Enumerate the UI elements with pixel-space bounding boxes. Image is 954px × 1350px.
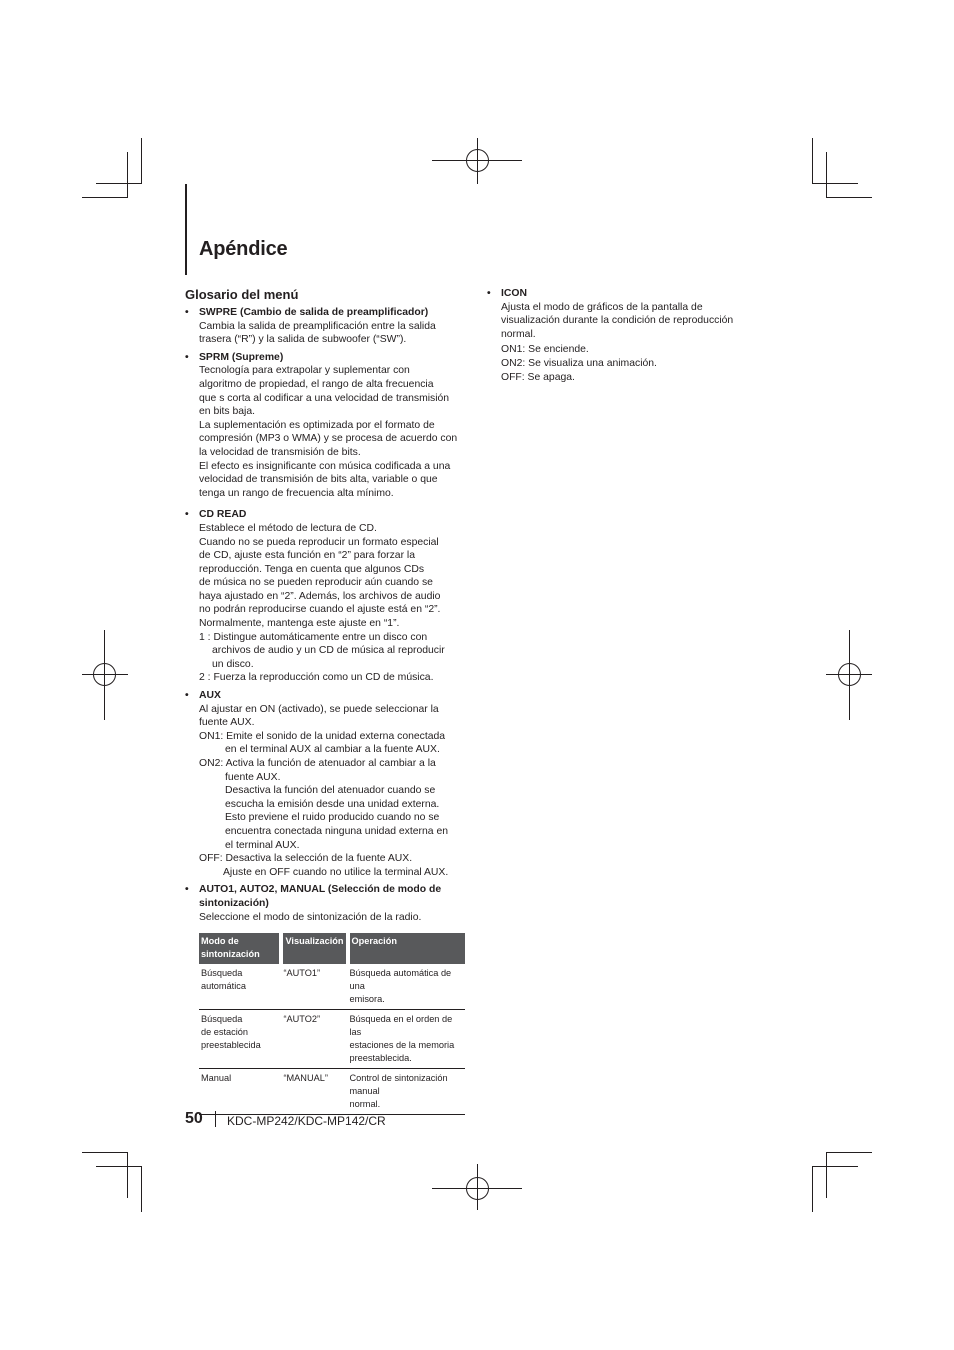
option-text-line: archivos de audio y un CD de música al reproducir bbox=[212, 645, 445, 657]
entry-name: SWPRE (Cambio de salida de preamplificador) bbox=[199, 307, 429, 318]
section-title: Glosario del menú bbox=[185, 287, 299, 302]
glossary-entry-aux bbox=[185, 689, 470, 879]
glossary-entry-swpre bbox=[185, 306, 470, 347]
tuning-mode-table bbox=[199, 933, 465, 1115]
entry-text-line: Cuando no se pueda reproducir un formato especial bbox=[199, 536, 439, 548]
option-text-line: ON2: Se visualiza una animación. bbox=[501, 357, 657, 369]
table-header-row bbox=[199, 933, 465, 964]
entry-text-line: Tecnología para extrapolar y suplementar con bbox=[199, 365, 410, 377]
option-text-line: 1 : Distingue automáticamente entre un disco con bbox=[199, 631, 428, 643]
option-text-line: en el terminal AUX al cambiar a la fuente AUX. bbox=[225, 744, 440, 756]
bullet: • bbox=[185, 307, 189, 318]
entry-name: CD READ bbox=[199, 509, 247, 521]
option-text-line: Ajuste en OFF cuando no utilice la terminal AUX. bbox=[223, 866, 449, 878]
table-cell: Búsqueda de estación preestablecida bbox=[199, 1010, 281, 1069]
entry-text-line: Normalmente, mantenga este ajuste en “1”. bbox=[199, 618, 400, 630]
glossary-column-right bbox=[487, 287, 757, 388]
table-cell: Manual bbox=[199, 1069, 281, 1115]
entry-text-line: de CD, ajuste esta función en “2” para forzar la bbox=[199, 550, 416, 562]
option-text-line: OFF: Se apaga. bbox=[501, 371, 575, 383]
footer-separator bbox=[215, 1111, 216, 1127]
option-text-line: Desactiva la función del atenuador cuando se bbox=[225, 785, 436, 797]
option-text-line: encuentra conectada ninguna unidad externa en bbox=[225, 825, 448, 837]
table-cell: “MANUAL” bbox=[281, 1069, 347, 1115]
entry-name: SPRM (Supreme) bbox=[199, 351, 284, 363]
option-text-line: un disco. bbox=[212, 658, 254, 670]
entry-text-line: compresión (MP3 o WMA) y se procesa de acuerdo con bbox=[199, 433, 458, 445]
table-header-cell: Modo de sintonización bbox=[199, 933, 281, 964]
entry-text-line: velocidad de transmisión de bits alta, variable o que bbox=[199, 474, 438, 486]
option-text-line: ON2: Activa la función de atenuador al cambiar a la bbox=[199, 758, 436, 769]
table-header-cell: Visualización bbox=[281, 933, 347, 964]
entry-text-line: visualización durante la condición de reproducción bbox=[501, 315, 734, 327]
entry-text-line: la velocidad de transmisión de bits. bbox=[199, 446, 361, 458]
option-text-line: el terminal AUX. bbox=[225, 839, 300, 851]
glossary-entry-icon bbox=[487, 287, 757, 384]
entry-text-line: en bits baja. bbox=[199, 406, 256, 418]
bullet: • bbox=[185, 884, 189, 896]
option-text-line: Esto previene el ruido producido cuando no se bbox=[225, 812, 440, 824]
option-text-line: fuente AUX. bbox=[225, 771, 281, 783]
entry-text-line: trasera (“R”) y la salida de subwoofer (“SW”). bbox=[199, 334, 407, 346]
table-cell: Búsqueda automática bbox=[199, 964, 281, 1010]
entry-text-line: La suplementación es optimizada por el formato de bbox=[199, 419, 435, 431]
entry-name: sintonización) bbox=[199, 897, 269, 909]
entry-name: AUX bbox=[199, 690, 221, 702]
table-row bbox=[199, 964, 465, 1010]
entry-text-line: Establece el método de lectura de CD. bbox=[199, 522, 377, 534]
entry-text-line: no podrán reproducirse cuando el ajuste está en “2”. bbox=[199, 604, 441, 616]
glossary-entry-tuning bbox=[185, 883, 470, 1115]
glossary-entry-sprm bbox=[185, 351, 470, 501]
table-cell: “AUTO2” bbox=[281, 1010, 347, 1069]
entry-text-line: Al ajustar en ON (activado), se puede seleccionar la bbox=[199, 703, 439, 715]
option-text-line: OFF: Desactiva la selección de la fuente AUX. bbox=[199, 853, 413, 865]
bullet: • bbox=[185, 690, 189, 702]
title-accent-bar bbox=[185, 184, 187, 275]
table-cell: Búsqueda automática de una emisora. bbox=[348, 964, 465, 1010]
bullet: • bbox=[185, 351, 189, 363]
table-cell: Control de sintonización manual normal. bbox=[348, 1069, 465, 1115]
entry-text-line: fuente AUX. bbox=[199, 717, 255, 729]
model-name: KDC-MP242/KDC-MP142/CR bbox=[227, 1114, 386, 1128]
bullet: • bbox=[185, 509, 189, 521]
entry-name: AUTO1, AUTO2, MANUAL (Selección de modo de bbox=[199, 884, 442, 896]
entry-text-line: El efecto es insignificante con música codificada a una bbox=[199, 460, 451, 472]
entry-text-line: Seleccione el modo de sintonización de la radio. bbox=[199, 911, 422, 923]
table-header-cell: Operación bbox=[348, 933, 465, 964]
page-title: Apéndice bbox=[199, 238, 288, 260]
option-text-line: 2 : Fuerza la reproducción como un CD de música. bbox=[199, 672, 434, 684]
option-text-line: escucha la emisión desde una unidad externa. bbox=[225, 798, 440, 810]
entry-text-line: algoritmo de propiedad, el rango de alta frecuencia bbox=[199, 378, 434, 390]
table-cell: Búsqueda en el orden de las estaciones de la memoria preestablecida. bbox=[348, 1010, 465, 1069]
glossary-entry-cd-read bbox=[185, 508, 470, 685]
page-number: 50 bbox=[185, 1110, 203, 1127]
entry-text-line: Cambia la salida de preamplificación entre la salida bbox=[199, 320, 436, 332]
entry-name: ICON bbox=[501, 288, 527, 299]
table-row bbox=[199, 1010, 465, 1069]
table-cell: “AUTO1” bbox=[281, 964, 347, 1010]
entry-text-line: que s corta al codificar a una velocidad de transmisión bbox=[199, 392, 450, 404]
entry-text-line: haya ajustado en “2”. Además, los archivos de audio bbox=[199, 590, 441, 602]
entry-text-line: tenga un rango de frecuencia alta mínimo. bbox=[199, 487, 394, 499]
entry-text-line: reproducción. Tenga en cuenta que algunos CDs bbox=[199, 563, 425, 575]
table-row bbox=[199, 1069, 465, 1115]
option-text-line: ON1: Emite el sonido de la unidad externa conectada bbox=[199, 730, 446, 742]
entry-text-line: normal. bbox=[501, 328, 536, 340]
entry-text-line: Ajusta el modo de gráficos de la pantalla de bbox=[501, 301, 703, 313]
entry-text-line: de música no se pueden reproducir aún cuando se bbox=[199, 577, 433, 589]
option-text-line: ON1: Se enciende. bbox=[501, 344, 589, 356]
glossary-column-left bbox=[185, 287, 470, 1119]
bullet: • bbox=[487, 288, 491, 299]
